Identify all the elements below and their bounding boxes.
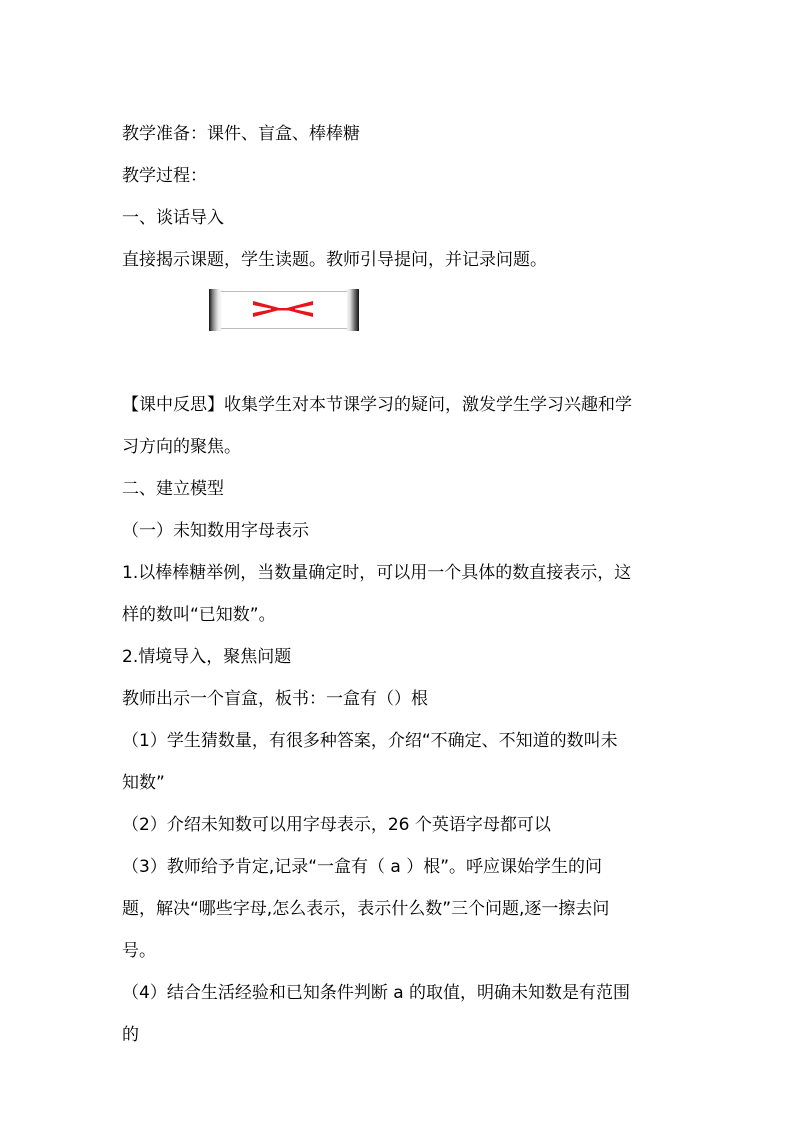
item-1-line-1: （1）学生猜数量，有很多种答案，介绍“不确定、不知道的数叫未 bbox=[122, 731, 618, 751]
item-1-line-2: 知数” bbox=[122, 773, 165, 793]
item-4-line-1: （4）结合生活经验和已知条件判断 a 的取值，明确未知数是有范围 bbox=[122, 983, 631, 1003]
broken-image-x-icon bbox=[249, 297, 317, 321]
section-two-heading: 二、建立模型 bbox=[122, 479, 224, 499]
broken-image-placeholder bbox=[209, 289, 359, 331]
section-one-heading: 一、谈话导入 bbox=[122, 208, 224, 228]
item-3-line-1: （3）教师给予肯定,记录“一盒有（ a ）根”。呼应课始学生的问 bbox=[122, 857, 603, 877]
step-1-line-2: 样的数叫“已知数”。 bbox=[122, 605, 276, 625]
intro-paragraph: 直接揭示课题，学生读题。教师引导提问，并记录问题。 bbox=[122, 250, 547, 270]
blackboard-line: 教师出示一个盲盒，板书：一盒有（）根 bbox=[122, 689, 428, 709]
subsection-one-heading: （一）未知数用字母表示 bbox=[122, 521, 309, 541]
teaching-process-heading: 教学过程： bbox=[122, 166, 207, 186]
teaching-preparation: 教学准备：课件、盲盒、棒棒糖 bbox=[122, 124, 360, 144]
reflection-line-2: 习方向的聚焦。 bbox=[122, 437, 241, 457]
item-4-line-2: 的 bbox=[122, 1025, 139, 1045]
step-1-line-1: 1.以棒棒糖举例，当数量确定时，可以用一个具体的数直接表示，这 bbox=[122, 563, 632, 583]
step-2-heading: 2.情境导入，聚焦问题 bbox=[122, 647, 292, 667]
item-2-line: （2）介绍未知数可以用字母表示，26 个英语字母都可以 bbox=[122, 815, 551, 835]
reflection-line-1: 【课中反思】收集学生对本节课学习的疑问，激发学生学习兴趣和学 bbox=[122, 395, 632, 415]
item-3-line-2: 题，解决“哪些字母,怎么表示，表示什么数”三个问题,逐一擦去问 bbox=[122, 899, 610, 919]
item-3-line-3: 号。 bbox=[122, 941, 156, 961]
